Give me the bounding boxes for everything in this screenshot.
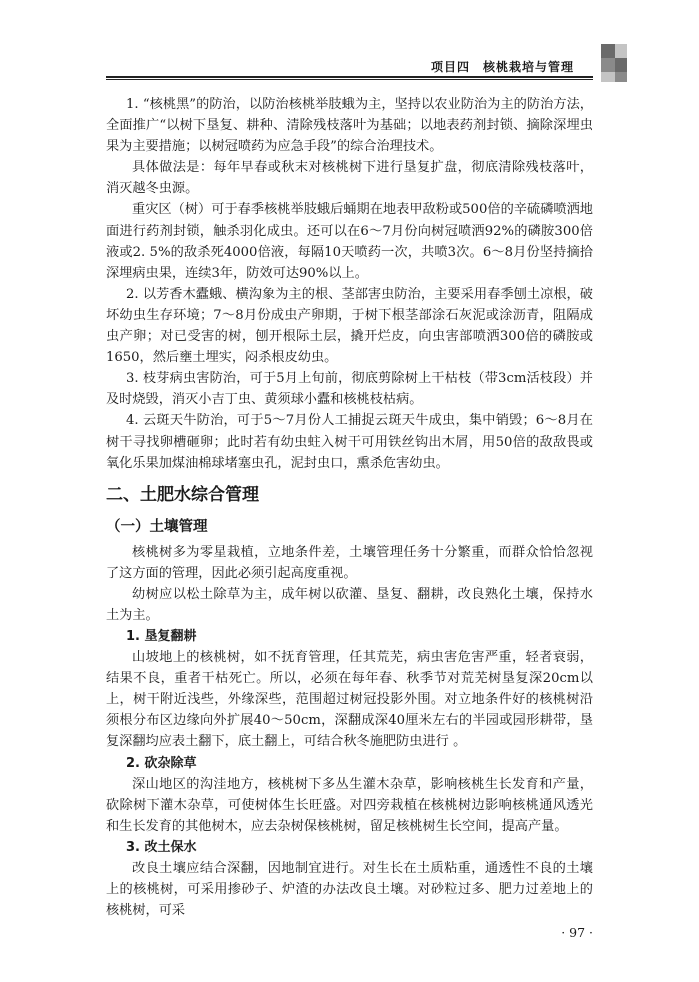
paragraph-soil-intro: 核桃树多为零星栽植，立地条件差，土壤管理任务十分繁重，而群众恰恰忽视了这方面的管理，因此必须引起高度重视。 <box>106 544 593 581</box>
heading-tillage: 1. 垦复翻耕 <box>126 629 197 645</box>
chapter-title: 项目四 核桃栽培与管理 <box>430 60 574 74</box>
subsection-heading: （一）土壤管理 <box>106 518 208 535</box>
paragraph-soil-young-trees: 幼树应以松土除草为主，成年树以砍灌、垦复、翻耕，改良熟化土壤，保持水土为主。 <box>106 586 593 623</box>
paragraph-item-2: 2. 以芳香木蠹蛾、横沟象为主的根、茎部害虫防治，主要采用春季刨土凉根，破坏幼虫生存环境；7～8月份成虫产卵期，于树下根茎部涂石灰泥或涂沥青，阻隔成虫产卵；对已受害的树，刨开根际土层，撬开烂皮，向虫害部喷洒300倍的磷胺或1650，然后壅土埋实，闷杀根皮幼虫。 <box>106 286 593 366</box>
paragraph-weeding: 深山地区的沟洼地方，核桃树下多丛生灌木杂草，影响核桃生长发育和产量，砍除树下灌木杂草，可使树体生长旺盛。对四旁栽植在核桃树边影响核桃通风透光和生长发育的其他树木，应去杂树保核桃树，留足核桃树生长空间，提高产量。 <box>106 776 593 834</box>
heading-soil-improvement: 3. 改土保水 <box>126 839 197 855</box>
paragraph-method: 具体做法是：每年早春或秋末对核桃树下进行垦复扩盘，彻底清除残枝落叶，消灭越冬虫源。 <box>106 160 593 197</box>
section-heading: 二、土肥水综合管理 <box>106 484 259 505</box>
paragraph-item-1: 1. “核桃黑”的防治，以防治核桃举肢蛾为主，坚持以农业防治为主的防治方法，全面推广“以树下垦复、耕种、清除残枝落叶为基础；以地表药剂封锁、摘除深埋虫果为主要措施；以树冠喷药为应急手段”的综合治理技术。 <box>106 97 593 155</box>
page-number: · 97 · <box>561 925 593 940</box>
paragraph-item-3: 3. 枝芽病虫害防治，可于5月上旬前，彻底剪除树上干枯枝（带3cm活枝段）并及时烧毁，消灭小吉丁虫、黄须球小蠹和核桃枝枯病。 <box>106 371 593 408</box>
running-header <box>0 0 699 90</box>
heading-weeding: 2. 砍杂除草 <box>126 755 197 771</box>
paragraph-soil-improvement: 改良土壤应结合深翻，因地制宜进行。对生长在土质粘重，通透性不良的土壤上的核桃树，可采用掺砂子、炉渣的办法改良土壤。对砂粒过多、肥力过差地上的核桃树，可采 <box>106 860 593 918</box>
paragraph-item-4: 4. 云斑天牛防治，可于5～7月份人工捕捉云斑天牛成虫，集中销毁；6～8月在树干寻找卵槽砸卵；此时若有幼虫蛀入树干可用铁丝钩出木屑，用50倍的敌敌畏或氧化乐果加煤油棉球堵塞虫孔，泥封虫口，熏杀危害幼虫。 <box>106 413 593 471</box>
page-body <box>106 94 593 921</box>
paragraph-tillage: 山坡地上的核桃树，如不抚育管理，任其荒芜，病虫害危害严重，轻者衰弱，结果不良，重者干枯死亡。所以，必须在每年春、秋季节对荒芜树垦复深20cm以上，树干附近浅些，外缘深些，范围超过树冠投影外围。对立地条件好的核桃树沿须根分布区边缘向外扩展40～50cm，深翻成深40厘米左右的半园或园形耕带，垦复深翻均应表土翻下，底土翻上，可结合秋冬施肥防虫进行 。 <box>106 650 593 750</box>
paragraph-heavy-area: 重灾区（树）可于春季核桃举肢蛾后蛹期在地表甲敌粉或500倍的辛硫磷喷洒地面进行药剂封锁，触杀羽化成虫。还可以在6～7月份向树冠喷洒92%的磷胺300倍液或2. 5%的敌杀死4000倍液，每隔10天喷药一次，共喷3次。6～8月份坚持摘拾深埋病虫果，连续3年，防效可达90%以上。 <box>106 202 593 281</box>
header-rule <box>106 76 593 80</box>
